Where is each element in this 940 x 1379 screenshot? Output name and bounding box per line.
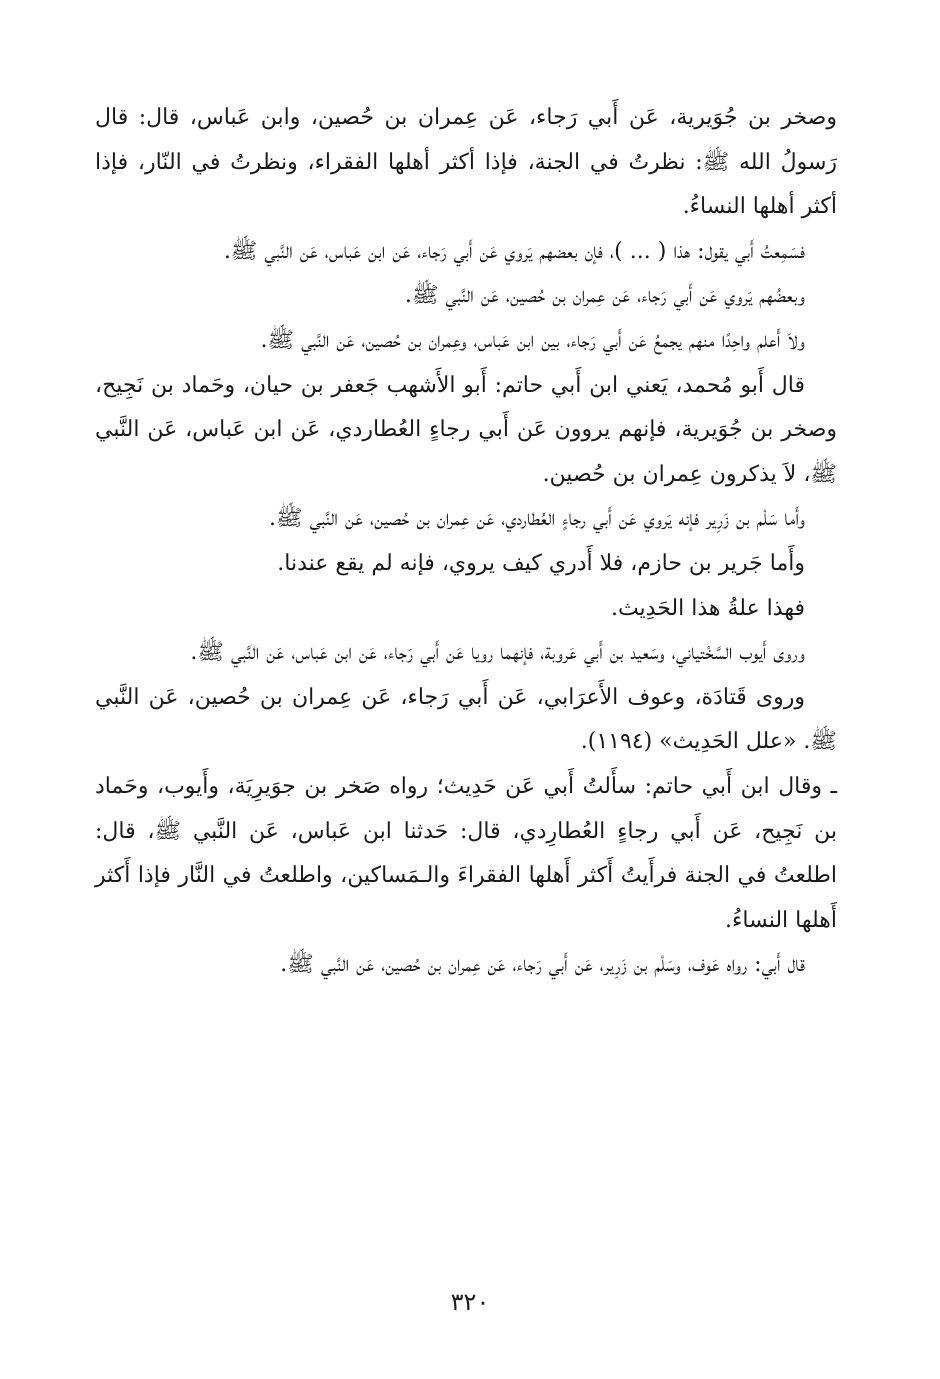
paragraph-3: وبعضُهم يَروي عَن أَبي رَجاء، عَن عِمران بن حُصين، عَن النَّبي ﷺ. — [404, 283, 805, 309]
paragraph-1: وصخر بن جُوَيرية، عَن أَبي رَجاء، عَن عِمران بن حُصين، وابن عَباس، قال: قال رَسولُ الله ﷺ: نظرتُ في الجنة، فإذا أكثر أهلها الفقراء، ونظرتُ في النّار، فإذا أكثر أهلها النساءُ. — [95, 105, 838, 220]
paragraph-12: قال أَبي: رواه عَوف، وسَلْم بن زَرِير، عَن أَبي رَجاء، عَن عِمران بن حُصين، عَن النَّبي ﷺ. — [280, 952, 805, 978]
paragraph-7: وأَما جَرير بن حازم، فلا أَدري كيف يروي، فإنه لم يقع عندنا. — [277, 550, 805, 576]
paragraph-6: وأَما سَلْم بن زَرِير فإنه يَروي عَن أَبي رجاءٍ العُطاردي، عَن عِمران بن حُصين، عَن النَّبي ﷺ. — [269, 506, 805, 532]
page-body — [95, 96, 837, 988]
paragraph-8: فهذا علةُ هذا الحَدِيث. — [610, 595, 805, 621]
paragraph-11: ـ وقال ابن أَبي حاتم: سأَلتُ أَبي عَن حَدِيث؛ رواه صَخر بن جوَيرِيَة، وأَيوب، وحَماد بن نَجِيح، عَن أَبي رجاءٍ العُطارِدي، قال: حَدثنا ابن عَباس، عَن النَّبي ﷺ، قال: اطلعتُ في الجنة فرأَيتُ أَكثر أَهلها الفقراءَ والـمَساكين، واطلعتُ في النَّار فإذا أَكثر أَهلها النساءُ. — [95, 773, 837, 933]
paragraph-10: وروى قَتادَة، وعوف الأَعرَابي، عَن أَبي رَجاء، عَن عِمران بن حُصين، عَن النَّبي ﷺ. «علل الحَدِيث» (١١٩٤). — [95, 684, 837, 755]
paragraph-2: فسَمِعتُ أَبي يقول: هذا ( ... )، فإن بعضهم يَروي عَن أَبي رَجاء، عَن ابن عَباس، عَن النَّبي ﷺ. — [223, 238, 805, 264]
paragraph-5: قال أَبو مُحمد، يَعني ابن أَبي حاتم: أَبو الأَشهب جَعفر بن حيان، وحَماد بن نَجِيح، وصخر بن جُوَيرية، فإنهم يروون عَن أَبي رجاءٍ العُطاردي، عَن ابن عَباس، عَن النَّبي ﷺ، لاَ يذكرون عِمران بن حُصين. — [95, 372, 837, 487]
paragraph-9: وروى أَيوب السَّخْتياني، وسَعيد بن أَبي عَروبة، فإنهما رويا عَن أَبي رَجاء، عَن ابن عَباس، عَن النَّبي ﷺ. — [190, 640, 805, 666]
paragraph-4: ولاَ أَعلم واحِدًا منهم يجمعُ عَن أَبي رَجاء، بين ابن عَباس، وعِمران بن حُصين، عَن النَّبي ﷺ. — [260, 327, 805, 353]
page-number: ٣٢٠ — [450, 1288, 490, 1316]
